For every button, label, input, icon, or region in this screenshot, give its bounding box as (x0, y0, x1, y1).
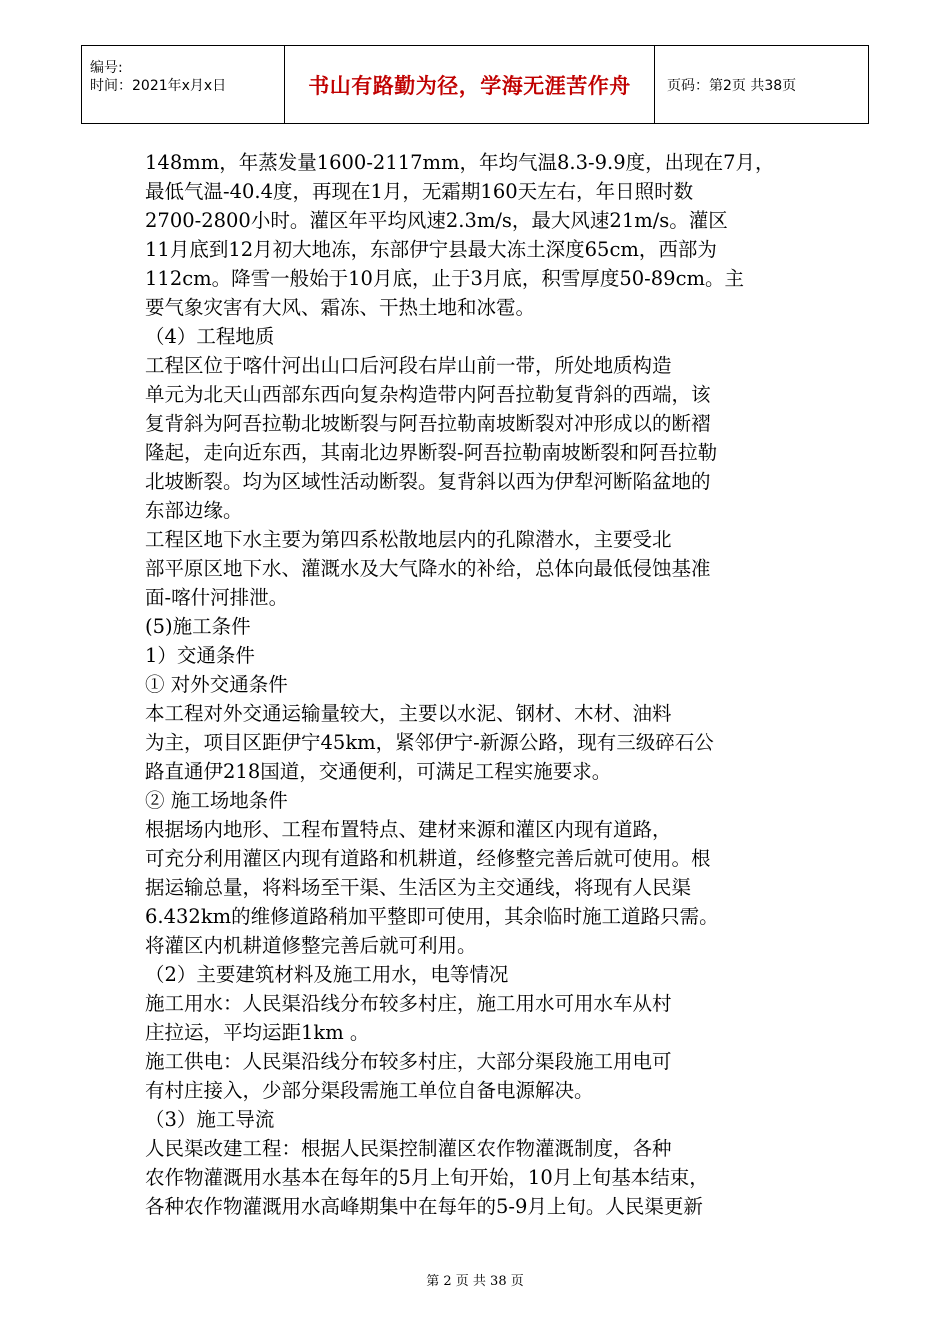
body-line: 2700-2800小时。灌区年平均风速2.3m/s，最大风速21m/s。灌区 (145, 209, 728, 232)
number-label: 编号: (90, 60, 123, 76)
body-line: （4）工程地质 (145, 325, 275, 348)
body-line: 北坡断裂。均为区域性活动断裂。复背斜以西为伊犁河断陷盆地的 (145, 470, 711, 493)
body-line: 东部边缘。 (145, 499, 243, 522)
body-line: 人民渠改建工程：根据人民渠控制灌区农作物灌溉制度，各种 (145, 1137, 672, 1160)
header-meta (82, 46, 285, 123)
body-line: 11月底到12月初大地冻，东部伊宁县最大冻土深度65cm，西部为 (145, 238, 717, 261)
body-line: 6.432km的维修道路稍加平整即可使用，其余临时施工道路只需。 (145, 905, 719, 928)
body-line: 112cm。降雪一般始于10月底，止于3月底，积雪厚度50-89cm。主 (145, 267, 744, 290)
body-line: 面-喀什河排泄。 (145, 586, 289, 609)
body-line: （2）主要建筑材料及施工用水，电等情况 (145, 963, 509, 986)
body-line: 工程区地下水主要为第四系松散地层内的孔隙潜水，主要受北 (145, 528, 672, 551)
body-line: 有村庄接入，少部分渠段需施工单位自备电源解决。 (145, 1079, 594, 1102)
body-line: 将灌区内机耕道修整完善后就可利用。 (145, 934, 477, 957)
document-header (81, 45, 869, 124)
body-line: 隆起，走向近东西，其南北边界断裂-阿吾拉勒南坡断裂和阿吾拉勒 (145, 441, 718, 464)
body-line: 单元为北天山西部东西向复杂构造带内阿吾拉勒复背斜的西端，该 (145, 383, 711, 406)
header-page-info: 页码：第2页 共38页 (667, 77, 797, 94)
body-line: 要气象灾害有大风、霜冻、干热土地和冰雹。 (145, 296, 536, 319)
time-label: 时间：2021年x月x日 (90, 78, 227, 94)
body-line: 部平原区地下水、灌溉水及大气降水的补给，总体向最低侵蚀基准 (145, 557, 711, 580)
body-line: （3）施工导流 (145, 1108, 275, 1131)
body-line: 可充分利用灌区内现有道路和机耕道，经修整完善后就可使用。根 (145, 847, 711, 870)
page-footer: 第 2 页 共 38 页 (426, 1274, 524, 1289)
header-motto: 书山有路勤为径，学海无涯苦作舟 (285, 46, 655, 123)
body-line: ① 对外交通条件 (145, 673, 288, 696)
body-line: 据运输总量，将料场至干渠、生活区为主交通线，将现有人民渠 (145, 876, 692, 899)
body-line: 庄拉运，平均运距1km 。 (145, 1021, 370, 1044)
body-line: 路直通伊218国道，交通便利，可满足工程实施要求。 (145, 760, 612, 783)
body-line: 各种农作物灌溉用水高峰期集中在每年的5-9月上旬。人民渠更新 (145, 1195, 703, 1218)
body-line: 1）交通条件 (145, 644, 255, 667)
body-line: 本工程对外交通运输量较大，主要以水泥、钢材、木材、油料 (145, 702, 672, 725)
body-line: 施工供电：人民渠沿线分布较多村庄，大部分渠段施工用电可 (145, 1050, 672, 1073)
body-line: 为主，项目区距伊宁45km，紧邻伊宁-新源公路，现有三级碎石公 (145, 731, 714, 754)
document-body (145, 148, 817, 1221)
body-line: 复背斜为阿吾拉勒北坡断裂与阿吾拉勒南坡断裂对冲形成以的断褶 (145, 412, 711, 435)
body-line: 根据场内地形、工程布置特点、建材来源和灌区内现有道路， (145, 818, 672, 841)
body-line: (5)施工条件 (145, 615, 251, 638)
body-line: 工程区位于喀什河出山口后河段右岸山前一带，所处地质构造 (145, 354, 672, 377)
body-line: 农作物灌溉用水基本在每年的5月上旬开始，10月上旬基本结束， (145, 1166, 709, 1189)
body-line: 148mm，年蒸发量1600-2117mm，年均气温8.3-9.9度，出现在7月， (145, 151, 775, 174)
body-line: 施工用水：人民渠沿线分布较多村庄，施工用水可用水车从村 (145, 992, 672, 1015)
body-line: 最低气温-40.4度，再现在1月，无霜期160天左右，年日照时数 (145, 180, 694, 203)
body-line: ② 施工场地条件 (145, 789, 288, 812)
